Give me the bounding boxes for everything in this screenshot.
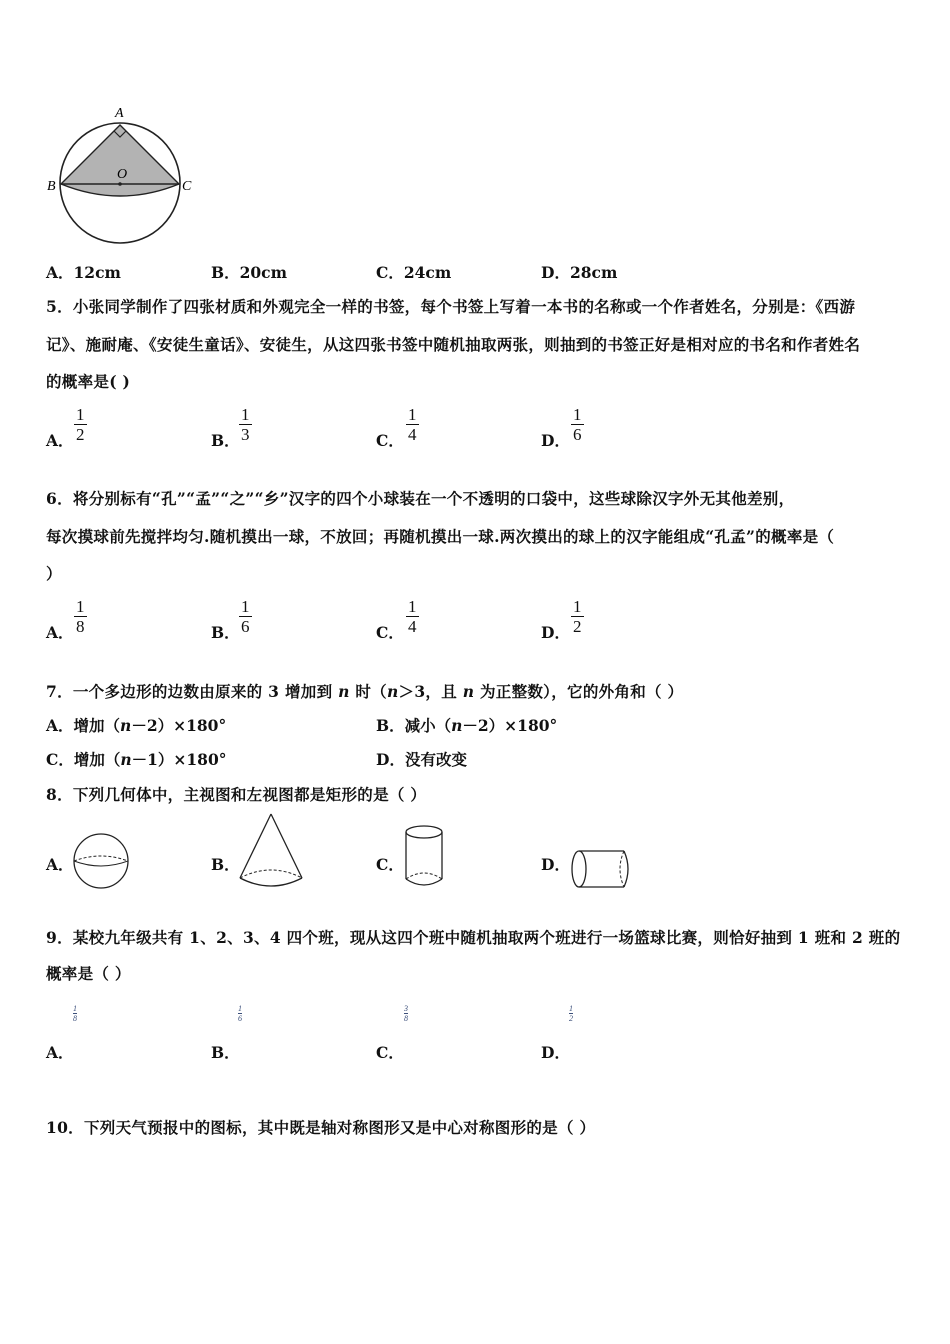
numerator: 1 [573, 597, 582, 616]
q9-option-b[interactable]: B． [211, 1043, 240, 1062]
q7-option-c[interactable] [46, 748, 227, 770]
q7-option-d[interactable]: D．没有改变 [376, 750, 467, 769]
q9-option-b-fraction [238, 1004, 242, 1023]
q6-option-a-fraction [74, 597, 87, 636]
numerator: 1 [408, 405, 417, 424]
q6-stem-line1: 6．将分别标有“孔”“孟”“之”“乡”汉字的四个小球装在一个不透明的口袋中，这些球除汉字外无其他差别， [46, 489, 795, 508]
var-n: n [386, 682, 399, 701]
var-n: n [462, 682, 475, 701]
denominator: 2 [76, 425, 85, 444]
denominator: 6 [241, 617, 250, 636]
q4-option-a[interactable]: A．12cm [46, 263, 121, 282]
q6-option-d[interactable]: D． [541, 623, 570, 642]
q7-stem-mid1: 时（ [349, 682, 387, 701]
denominator: 4 [408, 425, 417, 444]
q4-option-d[interactable]: D．28cm [541, 263, 618, 282]
q6-stem-line3: ） [46, 564, 62, 583]
denominator: 2 [569, 1014, 573, 1023]
numerator: 1 [238, 1004, 242, 1013]
q5-option-a-fraction [74, 405, 87, 444]
numerator: 1 [73, 1004, 77, 1013]
cone-icon [237, 812, 307, 892]
var-n: n [451, 716, 463, 735]
numerator: 1 [569, 1004, 573, 1013]
q6-option-c[interactable]: C． [376, 623, 404, 642]
numerator: 3 [404, 1004, 408, 1013]
q5-option-c[interactable]: C． [376, 431, 404, 450]
q7-stem [46, 680, 683, 702]
numerator: 1 [76, 597, 85, 616]
q7-option-b[interactable] [376, 714, 557, 736]
q7-stem-suffix: 为正整数），它的外角和（ ） [474, 682, 684, 701]
q8-stem: 8．下列几何体中，主视图和左视图都是矩形的是（ ） [46, 785, 427, 804]
q7-option-b-post: －2）×180° [462, 716, 558, 735]
q9-stem-line1: 9．某校九年级共有 1、2、3、4 四个班，现从这四个班中随机抽取两个班进行一场篮球比赛，则恰好抽到 1 班和 2 班的 [46, 928, 901, 947]
horizontal-cylinder-icon [568, 848, 638, 893]
q5-stem-line2: 记》、施耐庵、《安徒生童话》、安徒生，从这四张书签中随机抽取两张，则抽到的书签正好是相对应的书名和作者姓名 [46, 335, 861, 354]
q5-stem-line3: 的概率是( ) [46, 372, 131, 391]
q6-option-a[interactable]: A． [46, 623, 74, 642]
q8-option-c[interactable]: C． [376, 855, 404, 874]
var-n: n [120, 716, 132, 735]
q4-option-b[interactable]: B．20cm [211, 263, 288, 282]
circle-sector-diagram [45, 100, 205, 250]
q7-option-a-pre: A．增加（ [46, 716, 121, 735]
q9-stem-line2: 概率是（ ） [46, 964, 131, 983]
denominator: 8 [73, 1014, 77, 1023]
label-c: C [182, 179, 192, 194]
q7-option-a-post: －2）×180° [131, 716, 227, 735]
q7-option-a[interactable] [46, 714, 226, 736]
q5-option-d-fraction [571, 405, 584, 444]
q5-option-b-fraction [239, 405, 252, 444]
denominator: 8 [404, 1014, 408, 1023]
numerator: 1 [408, 597, 417, 616]
denominator: 3 [241, 425, 250, 444]
q6-option-b[interactable]: B． [211, 623, 240, 642]
q6-option-d-fraction [571, 597, 584, 636]
label-o: O [117, 167, 128, 182]
denominator: 6 [573, 425, 582, 444]
q8-option-d[interactable]: D． [541, 855, 570, 874]
q5-option-d[interactable]: D． [541, 431, 570, 450]
sphere-icon [72, 831, 132, 891]
q5-option-c-fraction [406, 405, 419, 444]
q8-option-a[interactable]: A． [46, 855, 74, 874]
q9-option-d[interactable]: D． [541, 1043, 570, 1062]
q8-option-b[interactable]: B． [211, 855, 240, 874]
denominator: 4 [408, 617, 417, 636]
q9-option-c-fraction [404, 1004, 408, 1023]
q6-option-b-fraction [239, 597, 252, 636]
q6-stem-line2: 每次摸球前先搅拌均匀.随机摸出一球，不放回；再随机摸出一球.两次摸出的球上的汉字能组成“孔孟”的概率是（ [46, 527, 835, 546]
numerator: 1 [241, 405, 250, 424]
q9-option-d-fraction [569, 1004, 573, 1023]
numerator: 1 [76, 405, 85, 424]
numerator: 1 [573, 405, 582, 424]
denominator: 6 [238, 1014, 242, 1023]
q10-stem: 10．下列天气预报中的图标，其中既是轴对称图形又是中心对称图形的是（ ） [46, 1118, 596, 1137]
q5-stem-line1: 5．小张同学制作了四张材质和外观完全一样的书签，每个书签上写着一本书的名称或一个作者姓名，分别是：《西游 [46, 297, 856, 316]
q7-option-b-pre: B．减小（ [376, 716, 452, 735]
q9-option-a-fraction [73, 1004, 77, 1023]
q7-option-c-post: －1）×180° [131, 750, 227, 769]
var-n: n [120, 750, 132, 769]
label-a: A [115, 106, 124, 121]
q9-option-c[interactable]: C． [376, 1043, 404, 1062]
denominator: 2 [573, 617, 582, 636]
q4-option-c[interactable]: C．24cm [376, 263, 452, 282]
q9-option-a[interactable]: A． [46, 1043, 74, 1062]
q6-option-c-fraction [406, 597, 419, 636]
var-n: n [338, 682, 350, 701]
q5-option-b[interactable]: B． [211, 431, 240, 450]
denominator: 8 [76, 617, 85, 636]
q7-option-c-pre: C．增加（ [46, 750, 121, 769]
q5-option-a[interactable]: A． [46, 431, 74, 450]
numerator: 1 [241, 597, 250, 616]
label-b: B [47, 179, 56, 194]
q7-stem-prefix: 7．一个多边形的边数由原来的 3 增加到 [46, 682, 339, 701]
upright-cylinder-icon [403, 823, 448, 893]
q7-stem-mid2: ＞3，且 [398, 682, 463, 701]
